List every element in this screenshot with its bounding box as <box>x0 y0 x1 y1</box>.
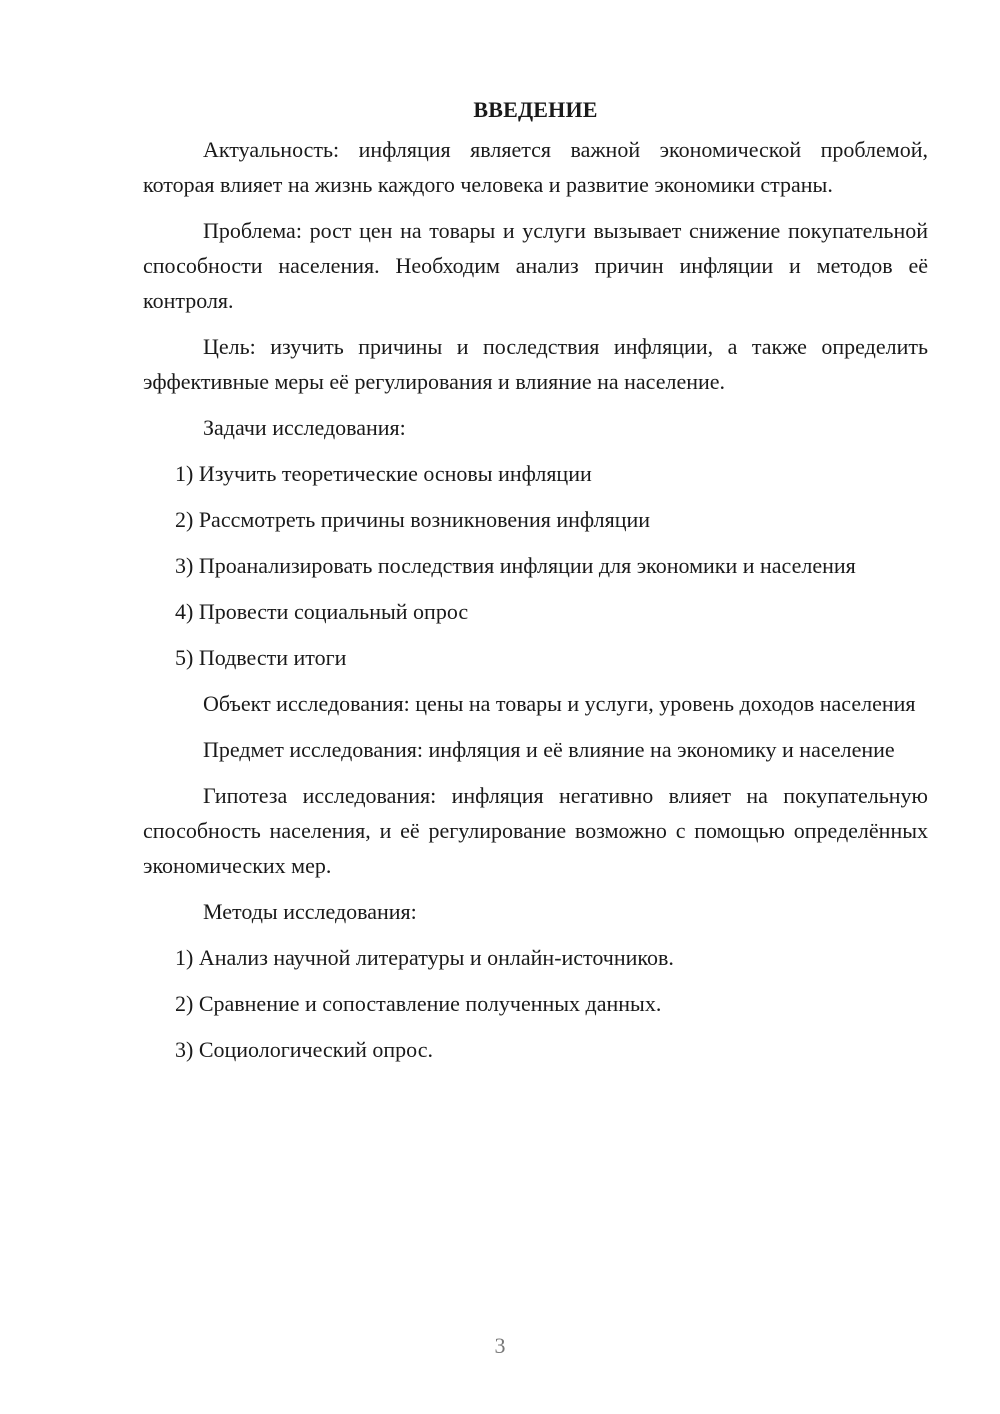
task-item-1: 1) Изучить теоретические основы инфляции <box>175 461 592 486</box>
method-item-1: 1) Анализ научной литературы и онлайн-источников. <box>175 945 674 970</box>
subject-paragraph: Предмет исследования: инфляция и её влияние на экономику и население <box>203 737 895 762</box>
method-item-2: 2) Сравнение и сопоставление полученных данных. <box>175 991 662 1016</box>
method-item-3: 3) Социологический опрос. <box>175 1037 433 1062</box>
spacer <box>143 1021 928 1032</box>
spacer <box>143 202 928 213</box>
relevance-paragraph: Актуальность: инфляция является важной экономической проблемой, которая влияет на жизнь каждого человека и развитие экономики страны. <box>143 137 928 197</box>
page-number: 3 <box>494 1333 506 1358</box>
tasks-title: Задачи исследования: <box>203 415 406 440</box>
task-item-2: 2) Рассмотреть причины возникновения инфляции <box>175 507 651 532</box>
spacer <box>143 445 928 456</box>
object-paragraph: Объект исследования: цены на товары и услуги, уровень доходов населения <box>203 691 916 716</box>
problem-paragraph: Проблема: рост цен на товары и услуги вызывает снижение покупательной способности населения. Необходим анализ причин инфляции и методов её контроля. <box>143 218 928 313</box>
spacer <box>143 883 928 894</box>
spacer <box>143 399 928 410</box>
hypothesis-paragraph: Гипотеза исследования: инфляция негативно влияет на покупательную способность населения, и её регулирование возможно с помощью определённых экономических мер. <box>143 783 928 878</box>
spacer <box>143 975 928 986</box>
task-item-3: 3) Проанализировать последствия инфляции для экономики и населения <box>175 553 856 578</box>
document-page <box>143 92 928 1067</box>
spacer <box>143 675 928 686</box>
spacer <box>143 537 928 548</box>
spacer <box>143 767 928 778</box>
goal-paragraph: Цель: изучить причины и последствия инфляции, а также определить эффективные меры её регулирования и влияние на население. <box>143 334 928 394</box>
methods-title: Методы исследования: <box>203 899 417 924</box>
spacer <box>143 721 928 732</box>
spacer <box>143 629 928 640</box>
section-heading: ВВЕДЕНИЕ <box>473 97 598 122</box>
spacer <box>143 318 928 329</box>
spacer <box>143 491 928 502</box>
spacer <box>143 929 928 940</box>
spacer <box>143 583 928 594</box>
task-item-4: 4) Провести социальный опрос <box>175 599 469 624</box>
task-item-5: 5) Подвести итоги <box>175 645 347 670</box>
